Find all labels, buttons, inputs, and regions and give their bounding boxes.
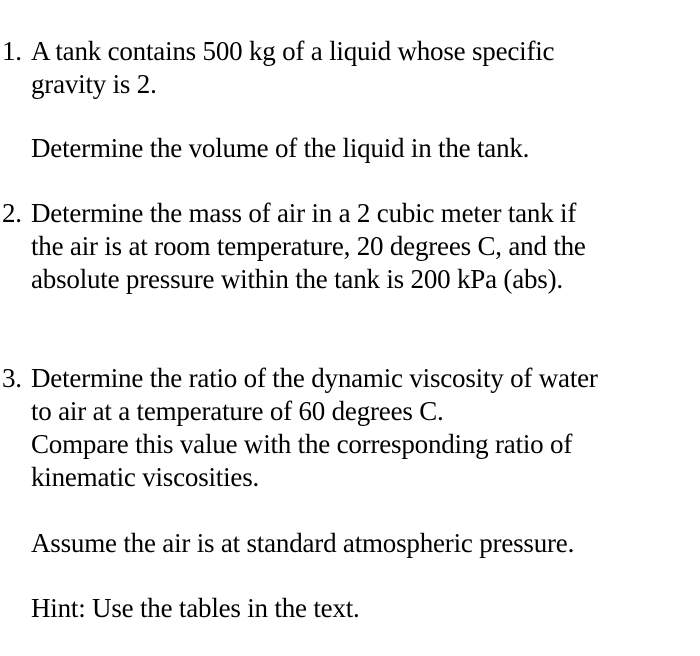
problem-3-number: 3. [2,363,22,393]
problem-1-task: Determine the volume of the liquid in the tank. [31,133,530,163]
problem-3-line-4: kinematic viscosities. [31,462,260,492]
problem-1-number: 1. [2,36,22,66]
problem-3-assumption: Assume the air is at standard atmospheric pressure. [31,528,575,558]
problem-2-line-3: absolute pressure within the tank is 200 kPa (abs). [31,264,563,294]
problem-3-line-3: Compare this value with the corresponding ratio of [31,429,573,459]
problem-2-line-1: Determine the mass of air in a 2 cubic meter tank if [31,198,577,228]
problem-3-line-1: Determine the ratio of the dynamic viscosity of water [31,363,598,393]
problem-3-line-2: to air at a temperature of 60 degrees C. [31,396,444,426]
problem-3-hint: Hint: Use the tables in the text. [31,593,360,623]
problem-1-line-2: gravity is 2. [31,69,157,99]
problem-2-number: 2. [2,198,22,228]
problem-1-line-1: A tank contains 500 kg of a liquid whose specific [31,36,555,66]
problem-2-line-2: the air is at room temperature, 20 degrees C, and the [31,231,586,261]
